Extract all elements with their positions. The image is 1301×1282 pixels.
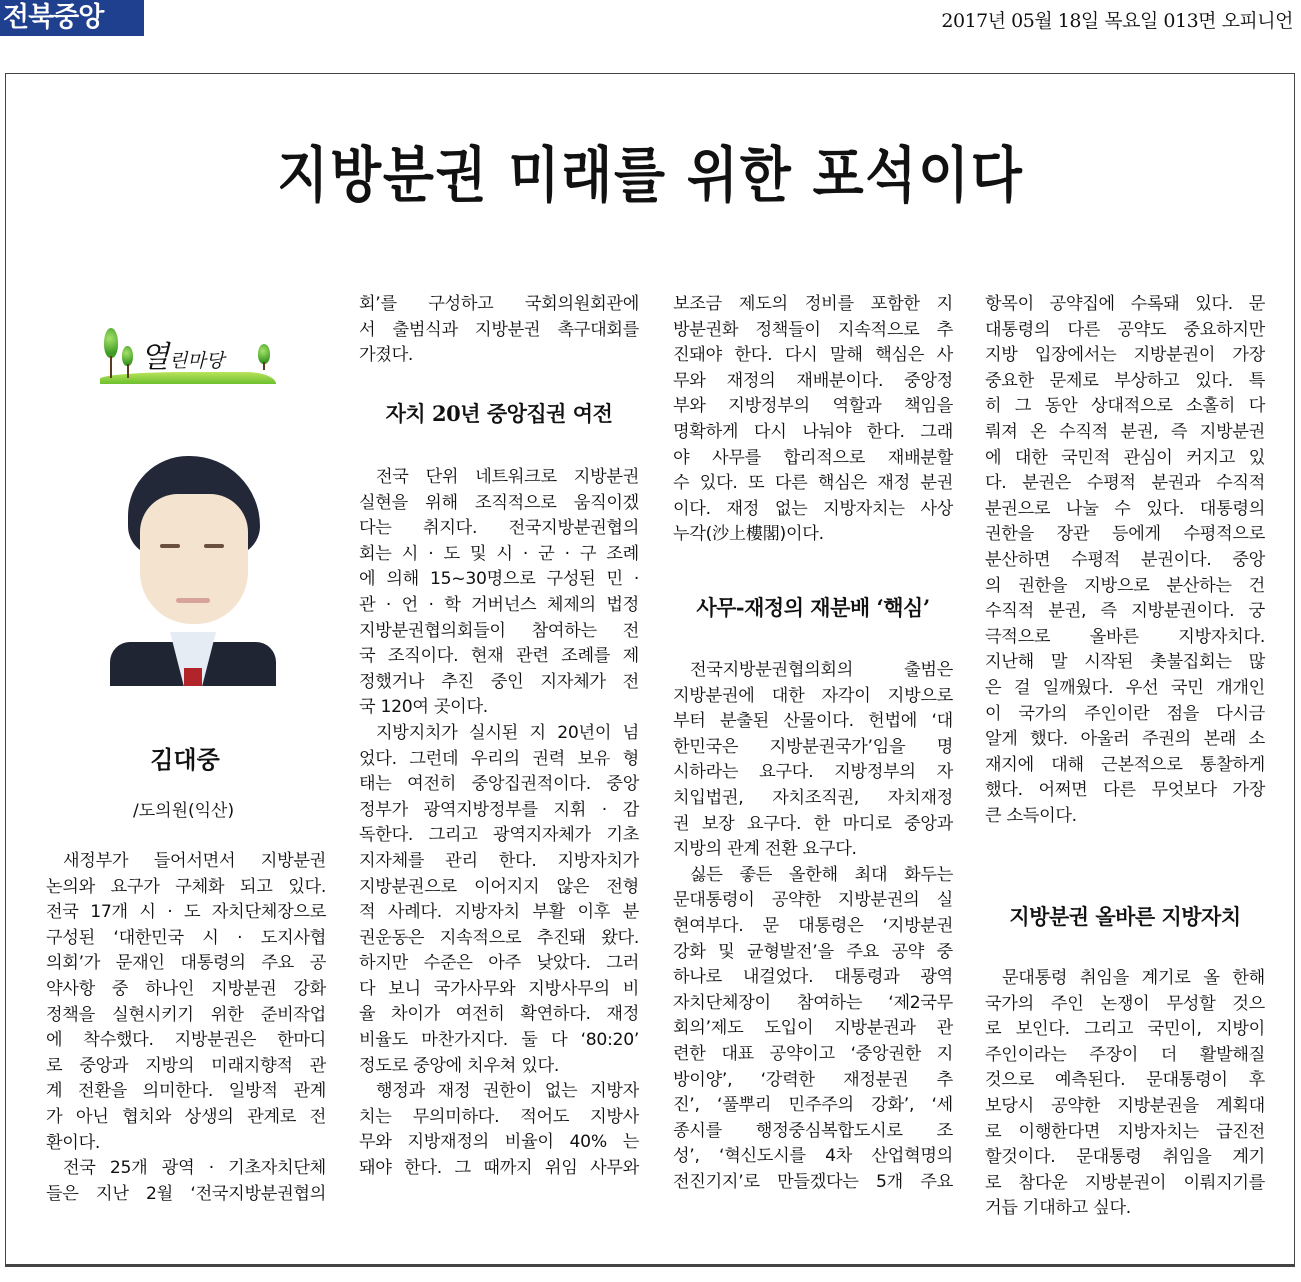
text-line: 로 참다운 지방분권이 이뤄지기를	[985, 1172, 1265, 1193]
text-line: 문대통령 취임을 계기로 올 한해	[1002, 968, 1265, 988]
text-line: 지방의 관계 전환 요구다.	[673, 839, 857, 860]
text-line: 할것이다. 문대통령 취임을 계기	[985, 1147, 1265, 1168]
text-line: 실현을 위해 조직적으로 움직이겠	[359, 492, 639, 513]
text-line: 지방 입장에서는 지방분권이 가장	[985, 345, 1265, 366]
text-line: 돼야 한다. 그 때까지 위임 사무와	[359, 1158, 639, 1179]
text-line: 치는 무의미하다. 적어도 지방사	[359, 1106, 639, 1127]
text-line: 한민국은 지방분권국가’임을 명	[673, 736, 953, 757]
text-line: 행정과 재정 권한이 없는 지방자	[376, 1081, 639, 1102]
article-column-1	[46, 849, 326, 1207]
text-line: 지방분권으로 이어지지 않은 전형	[359, 876, 639, 897]
text-line: 중요한 문제로 부상하고 있다. 특	[985, 370, 1265, 391]
article-column-4-body	[985, 966, 1265, 1222]
text-line: 주인이라는 주장이 더 활발해질	[985, 1044, 1265, 1065]
text-line: 시하라는 요구다. 지방정부의 자	[673, 762, 953, 783]
text-line: 종시를 행정중심복합도시로 조	[673, 1120, 953, 1141]
text-line: 다는 취지다. 전국지방분권협의	[359, 518, 639, 539]
text-line: 보조금 제도의 정비를 포함한 지	[673, 294, 953, 314]
text-line: 방분권화 정책들이 지속적으로 추	[673, 319, 953, 340]
text-line: 지자체를 관리 한다. 지방자치가	[359, 850, 639, 871]
text-line: 하지만 수준은 아주 낮았다. 그러	[359, 953, 639, 974]
text-line: 다. 분권은 수평적 분권과 수직적	[985, 473, 1265, 494]
text-line: 계 전환을 의미한다. 일방적 관계	[46, 1081, 326, 1102]
text-line: 싫든 좋든 올한해 최대 화두는	[690, 864, 953, 885]
text-line: 전국 단위 네트워크로 지방분권	[376, 467, 639, 487]
text-line: 수 있다. 또 다른 핵심은 재정 분권	[673, 473, 953, 494]
text-line: 관 · 언 · 학 거버넌스 체제의 법정	[359, 594, 639, 615]
text-line: 성’, ‘혁신도시를 4차 산업혁명의	[673, 1146, 953, 1167]
text-line: 정책을 실현시키기 위한 준비작업	[46, 1004, 326, 1025]
text-line: 새정부가 들어서면서 지방분권	[63, 851, 326, 871]
text-line: 은 걸 일깨웠다. 우선 국민 개개인	[985, 677, 1265, 698]
author-photo	[110, 446, 276, 686]
text-line: 적 사례다. 지방자치 부활 이후 분	[359, 902, 639, 923]
badge-text-big: 열	[140, 340, 169, 375]
subhead-1: 자치 20년 중앙집권 여전	[385, 401, 613, 426]
article-column-2	[359, 292, 639, 369]
text-line: 대통령의 다른 공약도 중요하지만	[985, 319, 1265, 340]
text-line: 회의’제도 도입이 지방분권과 관	[673, 1018, 953, 1039]
text-line: 회는 시 · 도 및 시 · 군 · 구 조례	[359, 543, 639, 564]
text-line: 강화 및 균형발전’을 주요 공약 중	[673, 941, 953, 962]
subhead-3: 지방분권 올바른 지방자치	[1009, 904, 1241, 929]
text-line: 약사항 중 하나인 지방분권 강화	[46, 978, 326, 999]
text-line: 명확하게 다시 나눠야 한다. 그래	[673, 421, 953, 442]
text-line: 로 중앙과 지방의 미래지향적 관	[46, 1055, 326, 1076]
text-line: 국 120여 곳이다.	[359, 697, 488, 718]
text-line: 국 조직이다. 현재 관련 조례를 제	[359, 646, 639, 667]
article-column-4	[985, 292, 1265, 829]
text-line: 거듭 기대하고 싶다.	[985, 1198, 1131, 1219]
text-line: 방이양’, ‘강력한 재정분권 추	[673, 1069, 953, 1090]
text-line: 지방분권협의회들이 참여하는 전	[359, 620, 639, 641]
text-line: 극적으로 올바른 지방자치다.	[985, 626, 1265, 647]
text-line: 로 보인다. 그리고 국민이, 지방이	[985, 1019, 1265, 1040]
text-line: 논의와 요구가 구체화 되고 있다.	[46, 876, 326, 897]
text-line: 환이다.	[46, 1132, 101, 1153]
text-line: 무와 지방재정의 비율이 40% 는	[359, 1132, 639, 1153]
text-line: 부와 지방정부의 역할과 책임을	[673, 396, 953, 417]
text-line: 정했거나 추진 중인 지자체가 전	[359, 671, 639, 692]
text-line: 의 권한을 지방으로 분산하는 건	[985, 575, 1265, 596]
text-line: 보당시 공약한 지방분권을 계획대	[985, 1095, 1265, 1116]
text-line: 진’, ‘풀뿌리 민주주의 강화’, ‘세	[673, 1095, 953, 1116]
text-line: 야 사무를 합리적으로 재배분할	[673, 447, 953, 468]
text-line: 율 차이가 여전히 확연하다. 재정	[359, 1004, 639, 1025]
text-line: 뤄져 온 수직적 분권, 즉 지방분권	[985, 421, 1265, 442]
dateline: 2017년 05월 18일 목요일 013면 오피니언	[941, 10, 1293, 32]
text-line: 알게 했다. 아울러 주권의 본래 소	[985, 729, 1265, 750]
text-line: 었다. 그런데 우리의 권력 보유 형	[359, 748, 639, 769]
text-line: 문대통령이 공약한 지방분권의 실	[673, 890, 953, 911]
column-badge-title	[140, 332, 224, 376]
text-line: 항목이 공약집에 수록돼 있다. 문	[985, 294, 1265, 314]
text-line: 태는 여전히 중앙집권적이다. 중앙	[359, 774, 639, 795]
text-line: 권 보장 요구다. 한 마디로 중앙과	[673, 813, 953, 834]
text-line: 큰 소득이다.	[985, 805, 1077, 826]
text-line: 독한다. 그리고 광역지자체가 기초	[359, 825, 639, 846]
text-line: 이다. 재정 없는 지방자치는 사상	[673, 498, 953, 519]
text-line: 다 보니 국가사무와 지방사무의 비	[359, 978, 639, 999]
text-line: 구성된 ‘대한민국 시 · 도지사협	[46, 927, 326, 948]
text-line: 하나로 내걸었다. 대통령과 광역	[673, 967, 953, 988]
text-line: 들은 지난 2월 ‘전국지방분권협의	[46, 1183, 326, 1204]
text-line: 로 이행한다면 지방자치는 급진전	[985, 1121, 1265, 1142]
text-line: 지방지치가 실시된 지 20년이 넘	[376, 722, 639, 743]
article-column-2-body	[359, 465, 639, 1182]
text-line: 재지에 대해 근본적으로 통찰하게	[985, 754, 1265, 775]
text-line: 이 국가의 주인이란 점을 다시금	[985, 703, 1265, 724]
text-line: 전진기지’로 만들겠다는 5개 주요	[673, 1171, 953, 1192]
text-line: 진돼야 한다. 다시 말해 핵심은 사	[673, 345, 953, 366]
text-line: 치입법권, 자치조직권, 자치재정	[673, 787, 953, 808]
subhead-2: 사무-재정의 재분배 ‘핵심’	[696, 595, 930, 620]
text-line: 가졌다.	[359, 345, 414, 366]
text-line: 권운동은 지속적으로 추진돼 왔다.	[359, 927, 639, 948]
text-line: 현여부다. 문 대통령은 ‘지방분권	[673, 915, 953, 936]
text-line: 수직적 분권, 즉 지방분권이다. 궁	[985, 601, 1265, 622]
text-line: 련한 대표 공약이고 ‘중앙권한 지	[673, 1043, 953, 1064]
text-line: 분권으로 나눌 수 있다. 대통령의	[985, 498, 1265, 519]
article-column-3	[673, 292, 953, 548]
text-line: 누각(沙上樓閣)이다.	[673, 524, 824, 545]
text-line: 전국 25개 광역 · 기초자치단체	[63, 1158, 326, 1179]
text-line: 에 대한 국민적 관심이 커지고 있	[985, 447, 1265, 468]
text-line: 에 착수했다. 지방분권은 한마디	[46, 1030, 326, 1051]
text-line: 분산하면 수평적 분권이다. 중앙	[985, 549, 1265, 570]
text-line: 자치단체장이 참여하는 ‘제2국무	[673, 992, 953, 1013]
headline: 지방분권 미래를 위한 포석이다	[277, 141, 1024, 211]
text-line: 회’를 구성하고 국회의원회관에	[359, 294, 639, 314]
text-line: 권한을 장관 등에게 수평적으로	[985, 524, 1265, 545]
text-line: 가 아닌 협치와 상생의 관계로 전	[46, 1106, 326, 1127]
text-line: 비율도 마찬가지다. 둘 다 ‘80:20’	[359, 1030, 639, 1051]
text-line: 지방분권에 대한 자각이 지방으로	[673, 685, 953, 706]
text-line: 히 그 동안 상대적으로 소홀히 다	[985, 396, 1265, 417]
text-line: 의회’가 문재인 대통령의 주요 공	[46, 953, 326, 974]
text-line: 것으로 예측된다. 문대통령이 후	[985, 1070, 1265, 1091]
text-line: 국가의 주인 논쟁이 무성할 것으	[985, 993, 1265, 1014]
text-line: 부터 분출된 산물이다. 헌법에 ‘대	[673, 711, 953, 732]
text-line: 에 의해 15~30명으로 구성된 민 ·	[359, 569, 639, 590]
text-line: 지난해 말 시작된 촛불집회는 많	[985, 652, 1265, 673]
text-line: 정도로 중앙에 치우쳐 있다.	[359, 1055, 559, 1076]
text-line: 전국지방분권협의회의 출범은	[690, 660, 953, 680]
newspaper-logo: 전북중앙	[0, 0, 144, 36]
text-line: 전국 17개 시 · 도 자치단체장으로	[46, 902, 326, 923]
author-title: /도의원(익산)	[133, 801, 235, 821]
text-line: 정부가 광역지방정부를 지휘 · 감	[359, 799, 639, 820]
text-line: 했다. 어쩌면 다른 무엇보다 가장	[985, 780, 1265, 801]
text-line: 서 출범식과 지방분권 촉구대회를	[359, 319, 639, 340]
text-line: 무와 재정의 재배분이다. 중앙정	[673, 370, 953, 391]
article-column-3-body	[673, 658, 953, 1195]
badge-text-small: 린마당	[168, 350, 225, 372]
author-name: 김대중	[150, 746, 220, 774]
column-badge	[100, 326, 276, 384]
